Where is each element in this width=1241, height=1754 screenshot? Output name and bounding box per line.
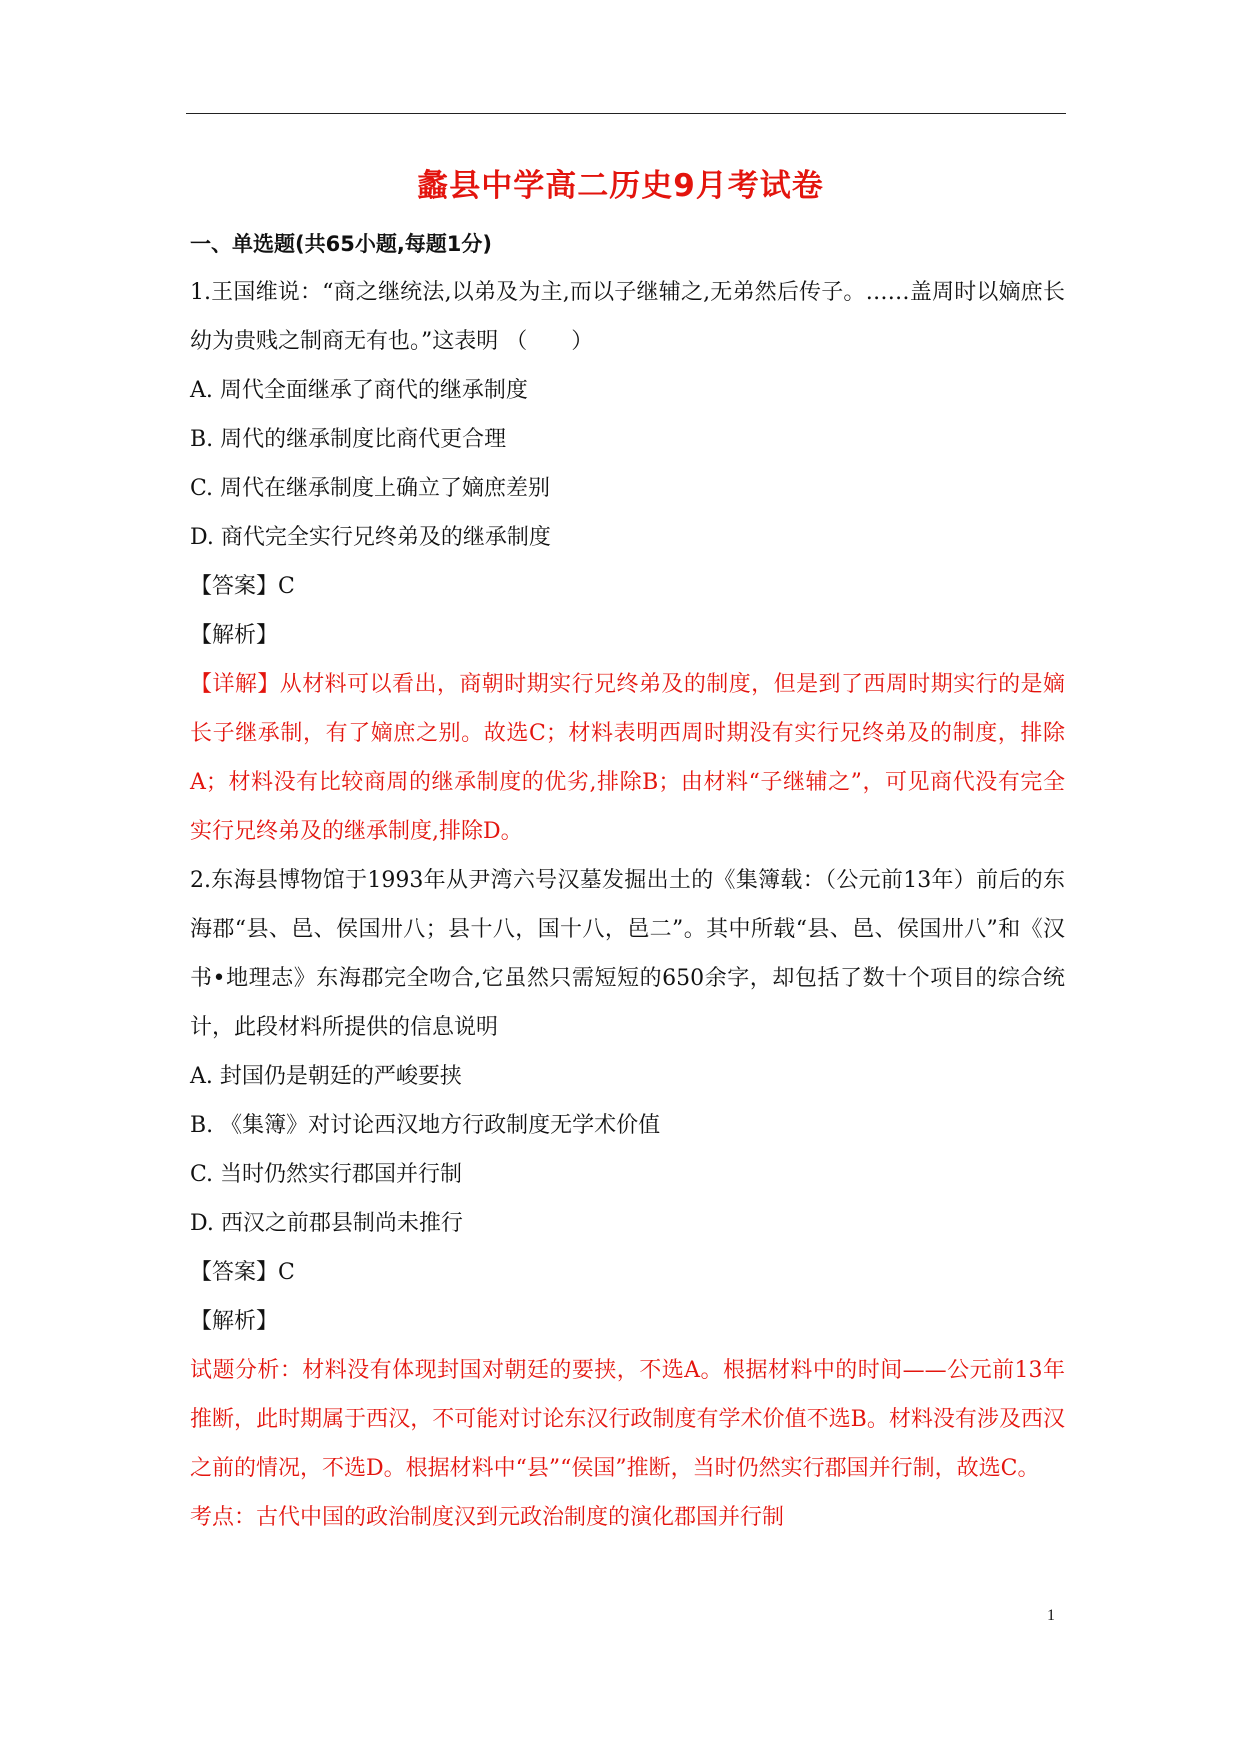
question-1-option-b: B. 周代的继承制度比商代更合理 [190, 427, 507, 452]
question-1-option-c: C. 周代在继承制度上确立了嫡庶差别 [190, 476, 551, 501]
question-1-option-d: D. 商代完全实行兄终弟及的继承制度 [190, 525, 551, 550]
question-1-option-a: A. 周代全面继承了商代的继承制度 [190, 378, 528, 403]
question-2-key-point: 考点：古代中国的政治制度汉到元政治制度的演化郡国并行制 [190, 1505, 785, 1530]
question-1-analysis-label: 【解析】 [190, 623, 279, 648]
question-2-stem: 2.东海县博物馆于1993年从尹湾六号汉墓发掘出土的《集簿载：（公元前13年）前后的东海郡“县、邑、侯国卅八；县十八，国十八，邑二”。其中所载“县、邑、侯国卅八”和《汉书•地理志》东海郡完全吻合,它虽然只需短短的650余字，却包括了数十个项目的综合统计，此段材料所提供的信息说明 [190, 868, 1065, 1040]
question-2-explanation: 试题分析：材料没有体现封国对朝廷的要挟，不选A。根据材料中的时间——公元前13年推断，此时期属于西汉，不可能对讨论东汉行政制度有学术价值不选B。材料没有涉及西汉之前的情况，不选D。根据材料中“县”“侯国”推断，当时仍然实行郡国并行制，故选C。 [190, 1358, 1065, 1481]
question-1-stem: 1.王国维说：“商之继统法,以弟及为主,而以子继辅之,无弟然后传子。……盖周时以嫡庶长幼为贵贱之制商无有也。”这表明 （ ） [190, 280, 1065, 354]
question-2-analysis-label: 【解析】 [190, 1309, 279, 1334]
question-2-option-a: A. 封国仍是朝廷的严峻要挟 [190, 1064, 462, 1089]
question-2-option-b: B. 《集簿》对讨论西汉地方行政制度无学术价值 [190, 1113, 661, 1138]
question-1 [190, 268, 1065, 856]
section-heading: 一、单选题(共65小题,每题1分) [190, 232, 493, 256]
header-rule [186, 113, 1066, 114]
question-2-option-d: D. 西汉之前郡县制尚未推行 [190, 1211, 463, 1236]
question-2-option-c: C. 当时仍然实行郡国并行制 [190, 1162, 463, 1187]
question-2 [190, 856, 1065, 1542]
page-title: 蠡县中学高二历史9月考试卷 [417, 168, 824, 204]
document-body [190, 224, 1065, 1542]
question-1-explanation: 【详解】从材料可以看出，商朝时期实行兄终弟及的制度，但是到了西周时期实行的是嫡长子继承制，有了嫡庶之别。故选C；材料表明西周时期没有实行兄终弟及的制度，排除A；材料没有比较商周的继承制度的优劣,排除B；由材料“子继辅之”，可见商代没有完全实行兄终弟及的继承制度,排除D。 [190, 672, 1065, 844]
page-number: 1 [1047, 1607, 1055, 1624]
question-1-answer: 【答案】C [190, 574, 295, 599]
question-2-answer: 【答案】C [190, 1260, 295, 1285]
